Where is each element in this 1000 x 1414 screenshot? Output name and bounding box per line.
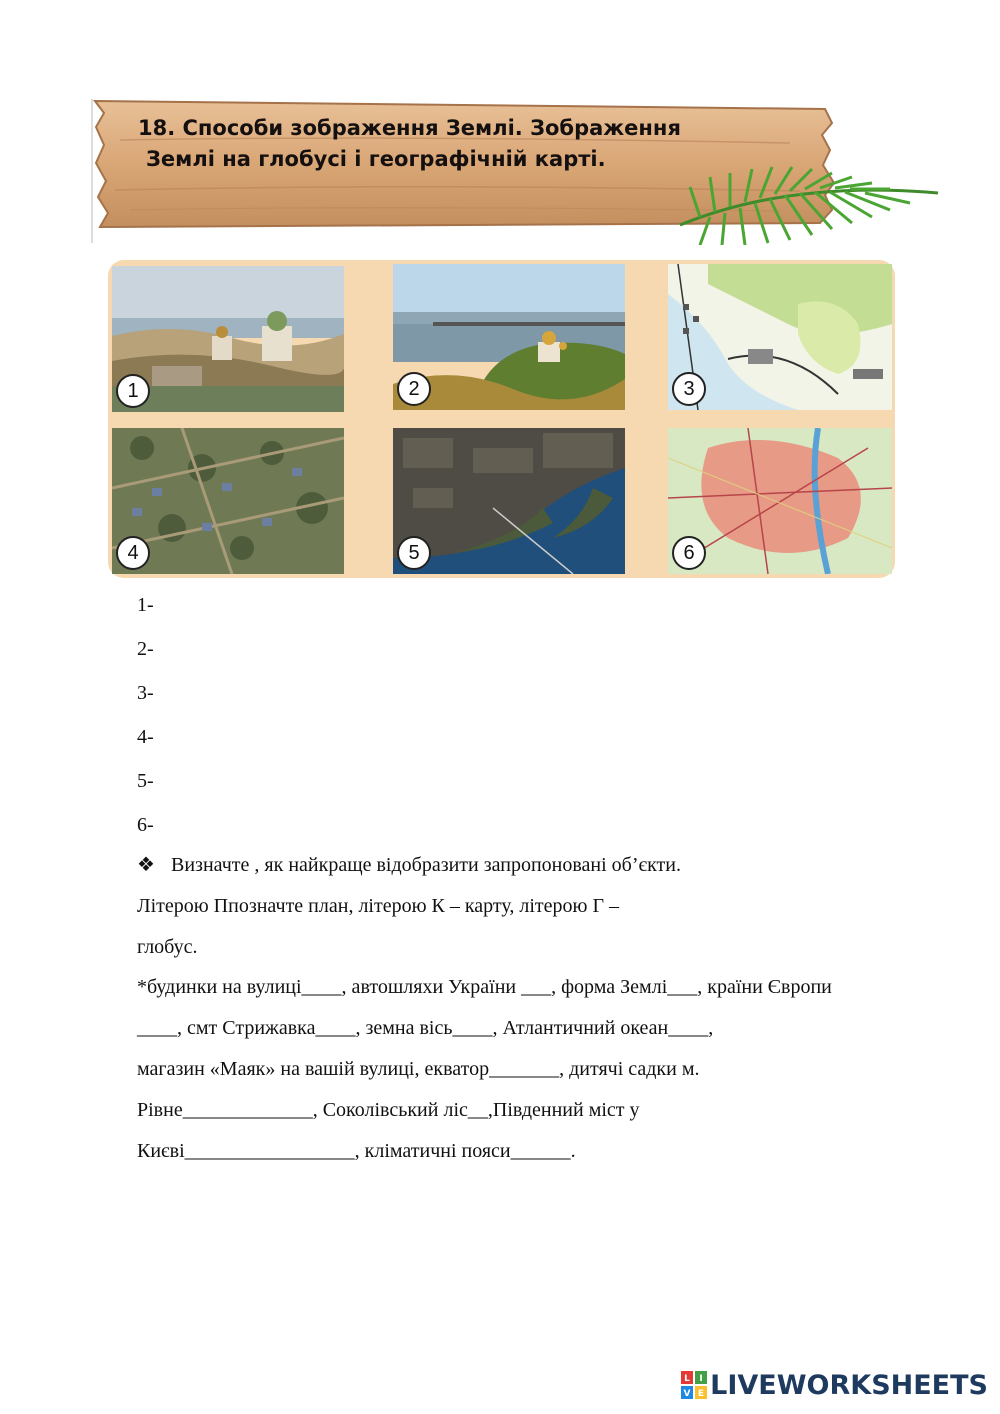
bullet-icon: ❖ xyxy=(137,854,155,876)
page-title xyxy=(138,113,838,175)
task-line-2: Літерою Ппозначте план, літерою К – карту, літерою Г – xyxy=(137,895,620,917)
title-line-1: 18. Способи зображення Землі. Зображення xyxy=(138,116,681,140)
task-line-3: глобус. xyxy=(137,936,198,958)
logo-letter-v: V xyxy=(683,1389,691,1399)
image-panel xyxy=(108,260,895,578)
image-6-map xyxy=(668,428,892,574)
answer-line-6[interactable]: 6- xyxy=(137,814,154,836)
logo-letter-e: E xyxy=(698,1389,705,1399)
task-line-4[interactable]: *будинки на вулиці____, автошляхи України ___, форма Землі___, країни Європи xyxy=(137,976,832,998)
title-banner xyxy=(90,95,940,245)
image-2-photo xyxy=(393,264,625,410)
answer-line-3[interactable]: 3- xyxy=(137,682,154,704)
image-number-badge: 5 xyxy=(397,536,431,570)
task-section xyxy=(137,852,897,1164)
answer-line-5[interactable]: 5- xyxy=(137,770,154,792)
image-number-badge: 1 xyxy=(116,374,150,408)
image-number-badge: 3 xyxy=(672,372,706,406)
image-number-badge: 4 xyxy=(116,536,150,570)
task-line-5[interactable]: ____, смт Стрижавка____, земна вісь____, Атлантичний океан____, xyxy=(137,1017,714,1039)
answer-list xyxy=(137,592,154,856)
image-number-badge: 2 xyxy=(397,372,431,406)
logo-badge-icon xyxy=(681,1371,707,1399)
image-4-aerial xyxy=(112,428,344,574)
logo-letter-l: L xyxy=(684,1374,691,1384)
image-3-plan xyxy=(668,264,892,410)
liveworksheets-logo xyxy=(681,1368,988,1402)
answer-line-2[interactable]: 2- xyxy=(137,638,154,660)
logo-text: LIVEWORKSHEETS xyxy=(710,1369,988,1401)
image-1-painting xyxy=(112,266,344,412)
task-line-6[interactable]: магазин «Маяк» на вашій вулиці, екватор_______, дитячі садки м. xyxy=(137,1058,700,1080)
answer-line-4[interactable]: 4- xyxy=(137,726,154,748)
task-line-8[interactable]: Києві_________________, кліматичні пояси______. xyxy=(137,1140,576,1162)
instruction-text: Визначте , як найкраще відобразити запропоновані об’єкти. xyxy=(171,854,681,876)
task-instruction xyxy=(137,852,897,878)
task-line-7[interactable]: Рівне_____________, Соколівський ліс__,Південний міст у xyxy=(137,1099,640,1121)
logo-letter-i: I xyxy=(699,1374,703,1384)
image-5-satellite xyxy=(393,428,625,574)
title-line-2: Землі на глобусі і географічній карті. xyxy=(146,147,606,171)
answer-line-1[interactable]: 1- xyxy=(137,594,154,616)
image-number-badge: 6 xyxy=(672,536,706,570)
